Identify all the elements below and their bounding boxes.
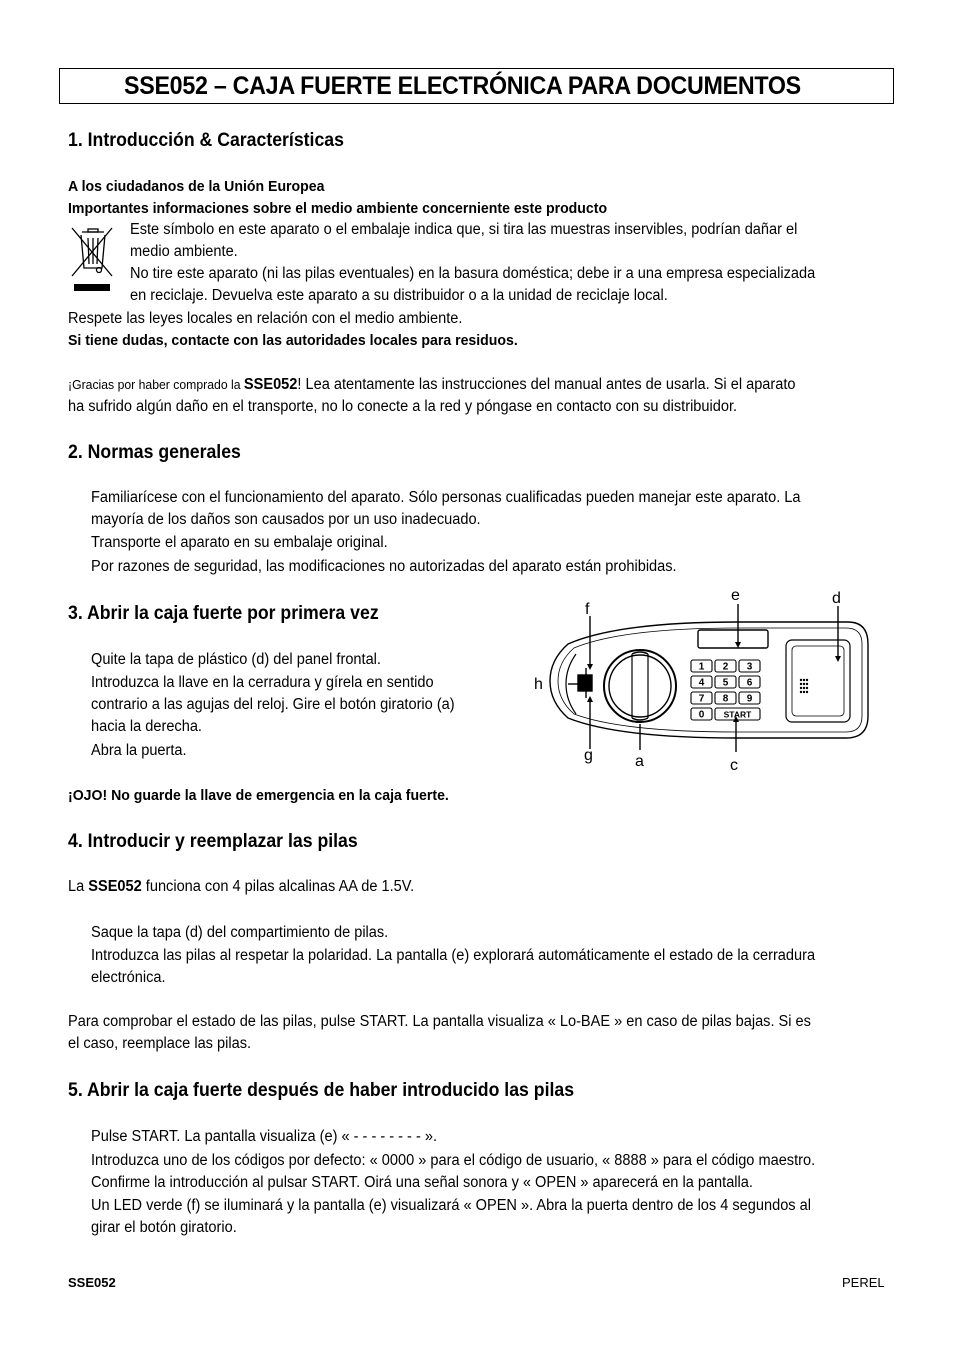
s3-line-4: hacia la derecha.: [91, 718, 202, 735]
keypad-key-label: 2: [722, 661, 729, 673]
footer-model: SSE052: [68, 1275, 116, 1290]
s4-intro: La SSE052 funciona con 4 pilas alcalinas AA de 1.5V.: [68, 878, 415, 895]
s4-para-2: el caso, reemplace las pilas.: [68, 1035, 252, 1052]
s5-line-5: girar el botón giratorio.: [91, 1219, 237, 1236]
weee-bin-icon: [68, 224, 118, 300]
s2-line-2: mayoría de los daños son causados por un uso inadecuado.: [91, 511, 481, 528]
thanks-line-2: ha sufrido algún daño en el transporte, no lo conecte a la red y póngase en contacto con su distribuidor.: [68, 398, 738, 415]
section-4-heading: 4. Introducir y reemplazar las pilas: [68, 831, 358, 852]
doubts-line: Si tiene dudas, contacte con las autoridades locales para residuos.: [68, 332, 518, 349]
s5-line-3: Confirme la introducción al pulsar START. Oirá una señal sonora y « OPEN » aparecerá en la pantalla.: [91, 1174, 753, 1191]
label-d: d: [832, 590, 841, 607]
keypad-key-label: 9: [746, 693, 753, 705]
keypad-key-label: 5: [722, 677, 729, 689]
keypad-key-label: 4: [698, 677, 705, 689]
section-2-heading: 2. Normas generales: [68, 442, 241, 463]
s3-line-5: Abra la puerta.: [91, 742, 187, 759]
keypad-key-label: START: [723, 709, 752, 720]
eu-line-1: A los ciudadanos de la Unión Europea: [68, 178, 325, 195]
weee-text-4: en reciclaje. Devuelva este aparato a su distribuidor o a la unidad de reciclaje local.: [130, 287, 668, 304]
s2-line-3: Transporte el aparato en su embalaje original.: [91, 534, 388, 551]
s5-line-2: Introduzca uno de los códigos por defecto: « 0000 » para el código de usuario, « 8888 » para el código maestro.: [91, 1152, 816, 1169]
s5-line-1: Pulse START. La pantalla visualiza (e) « - - - - - - - - ».: [91, 1128, 438, 1145]
s4-line-1: Saque la tapa (d) del compartimiento de pilas.: [91, 924, 389, 941]
label-a: a: [635, 753, 644, 770]
eu-line-2: Importantes informaciones sobre el medio ambiente concerniente este producto: [68, 200, 608, 217]
section-3-heading: 3. Abrir la caja fuerte por primera vez: [68, 603, 379, 624]
keypad-key-label: 6: [746, 677, 753, 689]
label-g: g: [584, 747, 593, 764]
section-1-heading: 1. Introducción & Características: [68, 130, 344, 151]
footer-brand: PEREL: [842, 1275, 885, 1290]
keypad-key-label: 0: [698, 709, 705, 721]
respect-laws: Respete las leyes locales en relación con el medio ambiente.: [68, 310, 463, 327]
s3-line-3: contrario a las agujas del reloj. Gire el botón giratorio (a): [91, 696, 455, 713]
s3-line-1: Quite la tapa de plástico (d) del panel frontal.: [91, 651, 381, 668]
weee-text-2: medio ambiente.: [130, 243, 238, 260]
s5-line-4: Un LED verde (f) se iluminará y la pantalla (e) visualizará « OPEN ». Abra la puerta dentro de los 4 segundos al: [91, 1197, 811, 1214]
s4-line-2: Introduzca las pilas al respetar la polaridad. La pantalla (e) explorará automáticamente el estado de la cerradura: [91, 947, 816, 964]
s2-line-1: Familiarícese con el funcionamiento del aparato. Sólo personas cualificadas pueden manejar este aparato. La: [91, 489, 801, 506]
keypad-key-label: 1: [698, 661, 705, 673]
weee-text-3: No tire este aparato (ni las pilas eventuales) en la basura doméstica; debe ir a una empresa especializada: [130, 265, 816, 282]
keypad: [691, 660, 760, 721]
keypad-key-label: 3: [746, 661, 753, 673]
thanks-line-1: ¡Gracias por haber comprado la SSE052! Lea atentamente las instrucciones del manual antes de usarla. Si el aparato: [68, 376, 796, 393]
label-f: f: [585, 601, 590, 618]
control-panel-diagram: [528, 584, 878, 774]
keypad-key-label: 8: [722, 693, 729, 705]
label-h: h: [534, 676, 543, 693]
warning-line: ¡OJO! No guarde la llave de emergencia en la caja fuerte.: [68, 787, 449, 804]
s4-para-1: Para comprobar el estado de las pilas, pulse START. La pantalla visualiza « Lo-BAE » en caso de pilas bajas. Si es: [68, 1013, 811, 1030]
title-box: [59, 68, 894, 104]
label-e: e: [731, 587, 740, 604]
s2-line-4: Por razones de seguridad, las modificaciones no autorizadas del aparato están prohibidas.: [91, 558, 677, 575]
keypad-key-label: 7: [698, 693, 705, 705]
page-title: SSE052 – CAJA FUERTE ELECTRÓNICA PARA DOCUMENTOS: [124, 72, 801, 100]
weee-text-1: Este símbolo en este aparato o el embalaje indica que, si tira las muestras inservibles, podrían dañar el: [130, 221, 798, 238]
section-5-heading: 5. Abrir la caja fuerte después de haber introducido las pilas: [68, 1080, 575, 1101]
s3-line-2: Introduzca la llave en la cerradura y gírela en sentido: [91, 674, 434, 691]
label-c: c: [730, 757, 738, 774]
s4-line-3: electrónica.: [91, 969, 166, 986]
